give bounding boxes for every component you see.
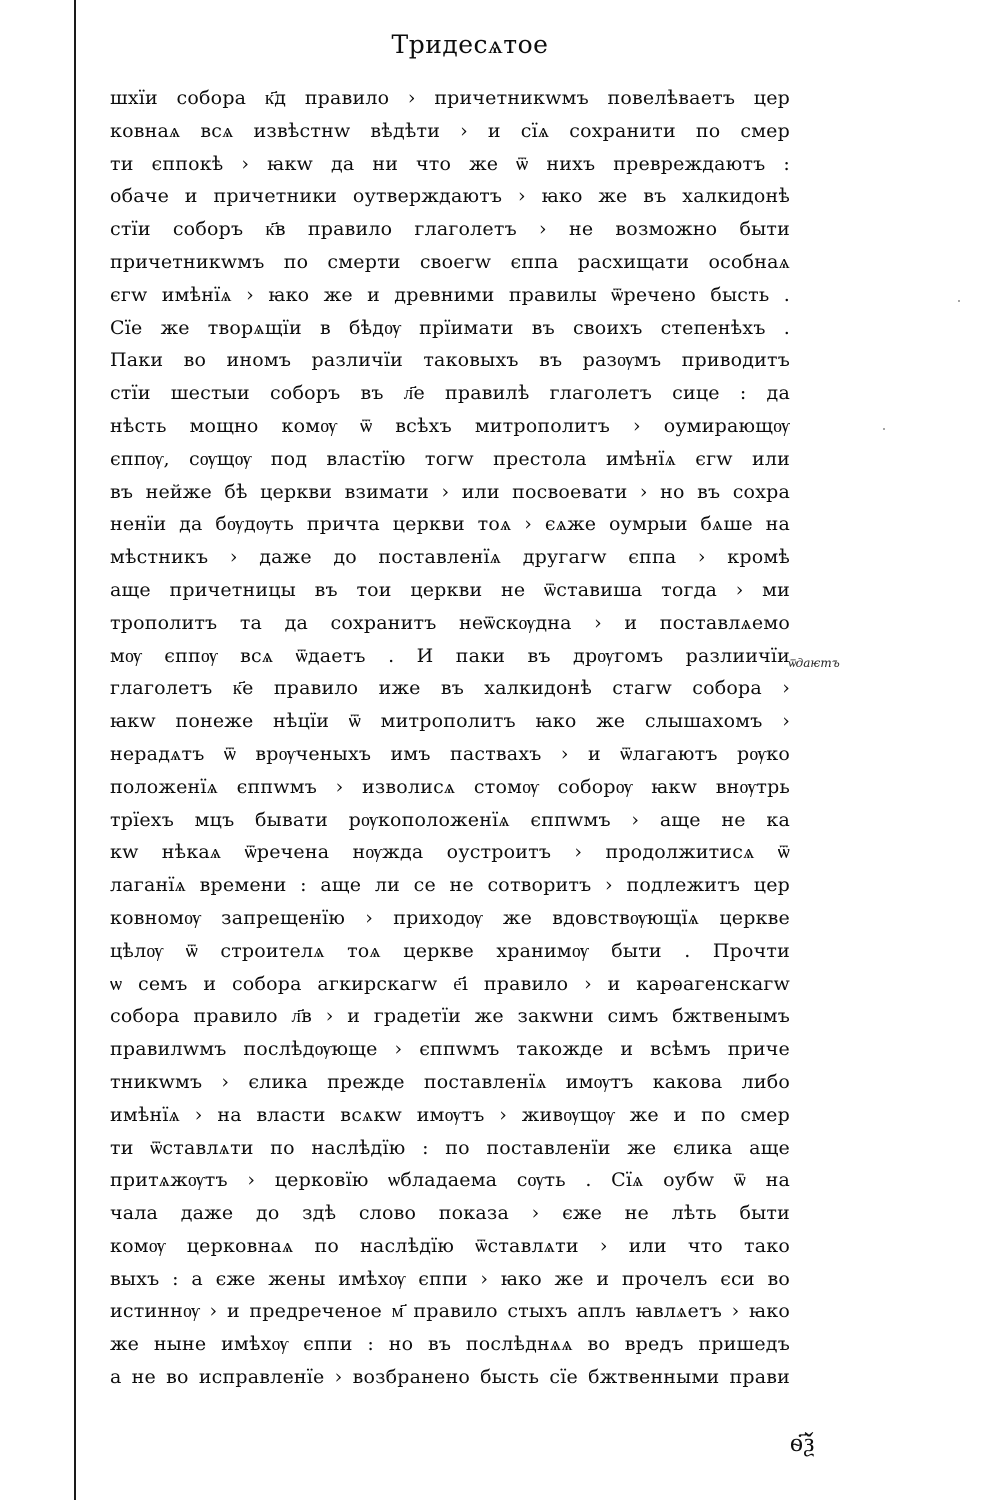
- text-line: причетникwмъ по смерти своегw єппа расхищати особнаѧ: [110, 250, 790, 273]
- text-line: ти ѿставлѧти по наслѣдїю : по поставленїи же єлика аще: [110, 1136, 790, 1159]
- text-line: а не во исправленїе › возбранено бысть сїе бжтвенными прави: [110, 1366, 790, 1389]
- text-line: чала даже до здѣ слово показа › єже не лѣть быти: [110, 1202, 790, 1225]
- text-line: ти єппокѣ › ꙗкw да ни что же ѿ нихъ превреждаютъ :: [110, 152, 790, 175]
- text-line: истиннѹ › и предреченое м҃ правило стыхъ аплъ ꙗвлѧетъ › ꙗко: [110, 1300, 790, 1323]
- text-line: притѧжѹтъ › церковїю ѡбладаема сѹть . Сїѧ оубw ѿ на: [110, 1169, 790, 1192]
- text-line: ненїи да бѹдѹть причта церкви тоѧ › єѧже оумрыи бѧше на: [110, 513, 790, 536]
- text-line: трїехъ мцъ бывати рѹкоположенїѧ єппwмъ › аще не ка: [110, 808, 790, 831]
- text-line: ѡ семъ и собора агкирскагw е҃і правило › и карѳагенскагw: [110, 972, 790, 995]
- left-border-rule: [74, 0, 76, 1500]
- scan-speck: [958, 300, 960, 302]
- text-line: ковнаѧ всѧ извѣстнw вѣдѣти › и сїѧ сохранити по смер: [110, 119, 790, 142]
- text-line: єппѹ, сѹщѹ под властїю тогw престола имѣнїѧ єгw или: [110, 447, 790, 470]
- running-title: Тридесѧтое: [391, 30, 549, 59]
- text-line: глаголетъ к҃е правило иже въ халкидонѣ стагw собора ›: [110, 677, 790, 700]
- text-line: цѣлѹ ѿ строителѧ тоѧ церкве хранимѹ быти . Прочти: [110, 939, 790, 962]
- text-line: имѣнїѧ › на власти всѧкw имѹтъ › живѹщѹ же и по смер: [110, 1103, 790, 1126]
- scan-speck: [883, 428, 885, 430]
- text-line: трополитъ та да сохранитъ неѿскѹдна › и поставлѧемо: [110, 611, 790, 634]
- text-line: Сїе же творѧщїи в бѣдѹ прїимати въ своихъ степенѣхъ .: [110, 316, 790, 339]
- margin-note: ѿдаѥтъ: [788, 656, 840, 670]
- text-line: выхъ : а єже жены имѣхѹ єппи › ꙗко же и прочелъ єси во: [110, 1267, 790, 1290]
- text-line: лаганїѧ времени : аще ли се не сотворитъ › подлежитъ цер: [110, 874, 790, 897]
- text-line: кw нѣкаѧ ѿречена нѹжда оустроитъ › продолжитисѧ ѿ: [110, 841, 790, 864]
- text-line: нѣсть мощно комѹ ѿ всѣхъ митрополитъ › оумирающѹ: [110, 414, 790, 437]
- text-line: шхїи собора к҃д правило › причетникwмъ повелѣваетъ цер: [110, 87, 790, 109]
- text-line: комѹ церковнаѧ по наслѣдїю ѿставлѧти › или что тако: [110, 1234, 790, 1257]
- text-line: обаче и причетники оутверждаютъ › ꙗко же въ халкидонѣ: [110, 185, 790, 208]
- text-line: положенїѧ єппwмъ › изволисѧ стомѹ соборѹ ꙗкw внѹтрь: [110, 775, 790, 798]
- text-line: єгw имѣнїѧ › ꙗко же и древними правилы ѿречено бысть .: [110, 283, 790, 306]
- text-line: Паки во иномъ различїи таковыхъ въ разѹмъ приводитъ: [110, 349, 790, 372]
- text-line: въ нейже бѣ церкви взимати › или посвоевати › но въ сохра: [110, 480, 790, 503]
- text-line: ꙗкw понеже нѣцїи ѿ митрополитъ ꙗко же слышахомъ ›: [110, 710, 790, 733]
- body-text: [110, 82, 790, 1394]
- text-line: аще причетницы въ тои церкви не ѿставиша тогда › ми: [110, 578, 790, 601]
- text-line: же ныне имѣхѹ єппи : но въ послѣднѧѧ во вредъ пришедъ: [110, 1333, 790, 1356]
- folio-number: ѳ҃ѯ: [790, 1428, 816, 1458]
- text-line: собора правило л҃в › и градетїи же закwни симъ бжтвенымъ: [110, 1005, 790, 1028]
- text-line: мѣстникъ › даже до поставленїѧ другагw єппа › кромѣ: [110, 546, 790, 569]
- text-line: тникwмъ › єлика прежде поставленїѧ имѹтъ какова либо: [110, 1070, 790, 1093]
- text-line: правилwмъ послѣдѹюще › єппwмъ такожде и всѣмъ приче: [110, 1038, 790, 1061]
- text-line: нерадѧтъ ѿ врѹченыхъ имъ паствахъ › и ѿлагаютъ рѹко: [110, 742, 790, 765]
- text-line: ковномѹ запрещенїю › приходѹ же вдовствѹющїѧ церкве: [110, 906, 790, 929]
- text-line: стїи шестыи соборъ въ л҃е правилѣ глаголетъ сице : да: [110, 382, 790, 405]
- text-line: мѹ єппѹ всѧ ѿдаетъ . И паки въ дрѹгомъ разлиичїи: [110, 644, 790, 667]
- text-line: стїи соборъ к҃в правило глаголетъ › не возможно быти: [110, 218, 790, 241]
